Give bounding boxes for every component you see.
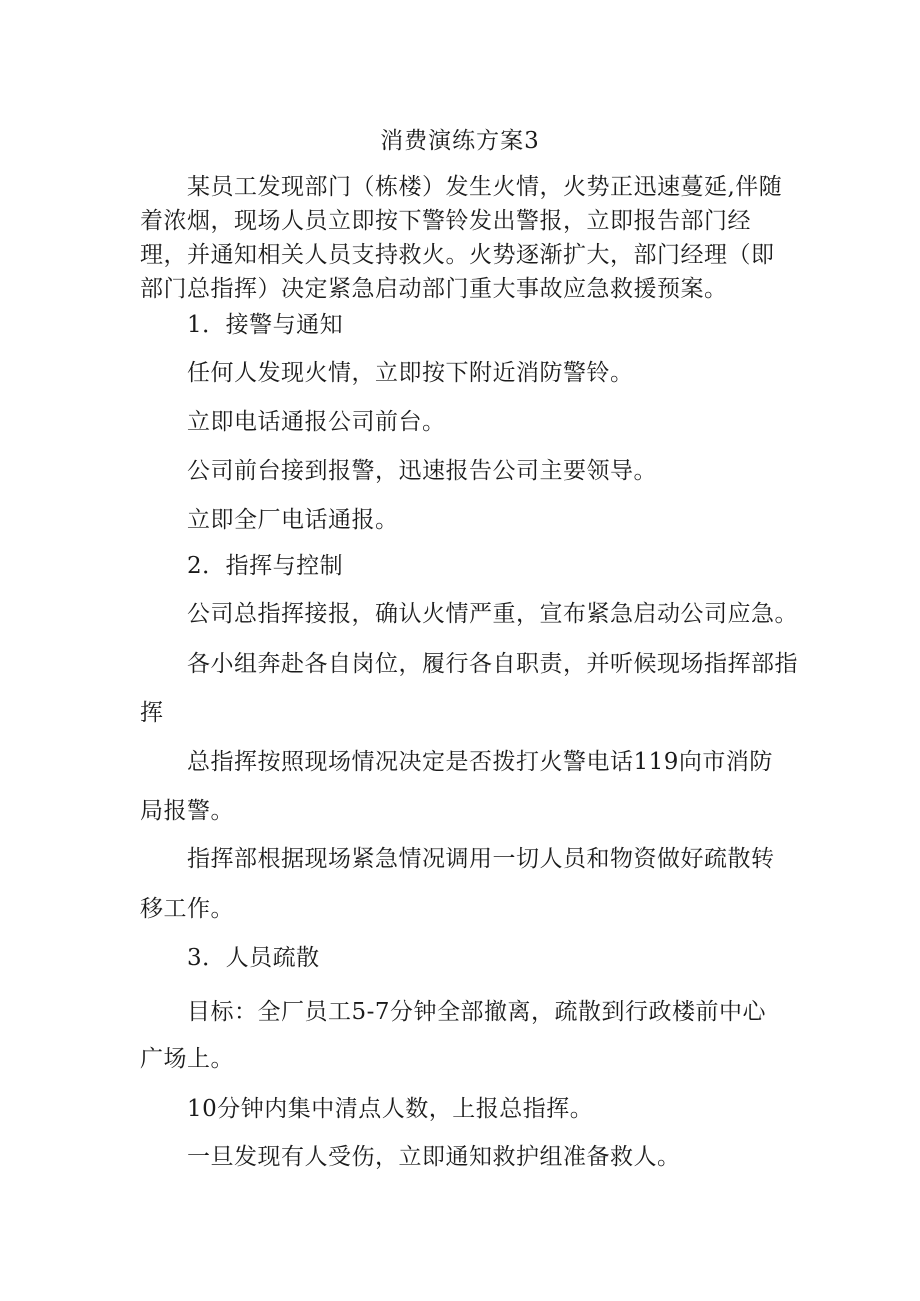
section2-item: 指挥部根据现场紧急情况调用一切人员和物资做好疏散转 — [187, 846, 775, 872]
section1-item: 立即全厂电话通报。 — [187, 507, 399, 533]
section2-item-continuation: 局报警。 — [140, 798, 234, 824]
intro-paragraph: 某员工发现部门（栋楼）发生火情，火势正迅速蔓延,伴随着浓烟，现场人员立即按下警铃发出警报，立即报告部门经理，并通知相关人员支持救火。火势逐渐扩大，部门经理（即部门总指挥）决定紧急启动部门重大事故应急救援预案。 — [140, 174, 783, 302]
section3-item-continuation: 广场上。 — [140, 1046, 234, 1072]
section2-item: 总指挥按照现场情况决定是否拨打火警电话119向市消防 — [187, 749, 773, 775]
section2-item-continuation: 挥 — [140, 700, 164, 726]
section2-item: 公司总指挥接报，确认火情严重，宣布紧急启动公司应急。 — [187, 601, 798, 627]
section2-item: 各小组奔赴各自岗位，履行各自职责，并听候现场指挥部指 — [187, 651, 798, 677]
section3-item: 目标：全厂员工5-7分钟全部撤离，疏散到行政楼前中心 — [187, 999, 767, 1025]
section1-item: 任何人发现火情，立即按下附近消防警铃。 — [187, 360, 634, 386]
section1-heading: 1．接警与通知 — [187, 312, 344, 338]
section3-item: 10分钟内集中清点人数，上报总指挥。 — [187, 1096, 594, 1122]
section2-item-continuation: 移工作。 — [140, 896, 234, 922]
section3-heading: 3．人员疏散 — [187, 945, 320, 971]
section1-item: 公司前台接到报警，迅速报告公司主要领导。 — [187, 458, 657, 484]
section2-heading: 2．指挥与控制 — [187, 553, 344, 579]
document-title: 消费演练方案3 — [380, 128, 540, 154]
section1-item: 立即电话通报公司前台。 — [187, 409, 446, 435]
section3-item: 一旦发现有人受伤，立即通知救护组准备救人。 — [187, 1144, 681, 1170]
